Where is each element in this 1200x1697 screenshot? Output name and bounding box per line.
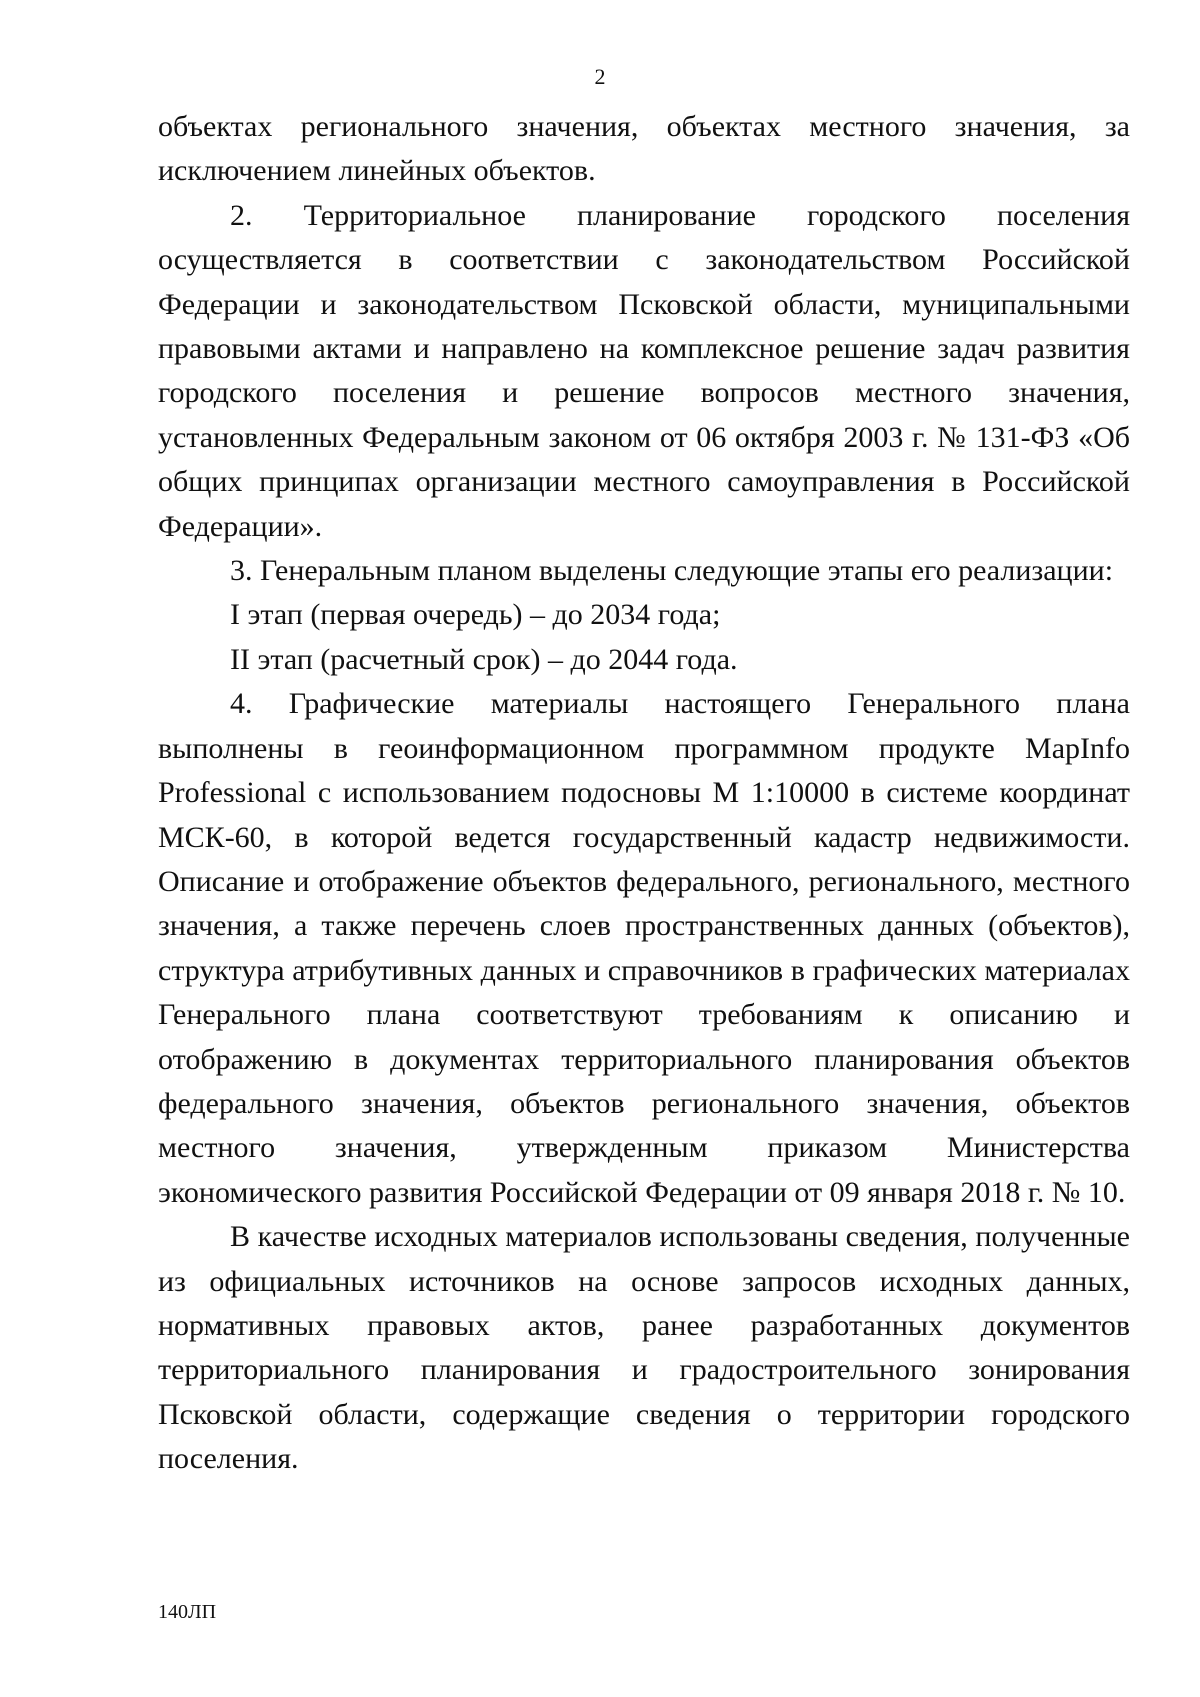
stage-1-line: I этап (первая очередь) – до 2034 года; [230,598,721,632]
document-code: 140ЛП [158,1601,217,1623]
page-number: 2 [594,64,606,89]
paragraph-item-2: 2. Территориальное планирование городского поселения осуществляется в соответствии с законодательством Российской Федерации и законодательством Псковской области, муниципальными правовыми актами и направлено на комплексное решение задач развития городского поселения и решение вопросов местного значения, установленных Федеральным законом от 06 октября 2003 г. № 131-ФЗ «Об общих принципах организации местного самоуправления в Российской Федерации». [158,198,1130,543]
paragraph-item-3: 3. Генеральным планом выделены следующие этапы его реализации: [230,554,1114,588]
paragraph-item-4: 4. Графические материалы настоящего Генерального плана выполнены в геоинформационном программном продукте MapInfo Professional с использованием подосновы М 1:10000 в системе координат МСК-60, в которой ведется государственный кадастр недвижимости. Описание и отображение объектов федерального, регионального, местного значения, а также перечень слоев пространственных данных (объектов), структура атрибутивных данных и справочников в графических материалах Генерального плана соответствуют требованиям к описанию и отображению в документах территориального планирования объектов федерального значения, объектов регионального значения, объектов местного значения, утвержденным приказом Министерства экономического развития Российской Федерации от 09 января 2018 г. № 10. [158,687,1130,1209]
paragraph-source-materials: В качестве исходных материалов использованы сведения, полученные из официальных источников на основе запросов исходных данных, нормативных правовых актов, ранее разработанных документов территориального планирования и градостроительного зонирования Псковской области, содержащие сведения о территории городского поселения. [158,1220,1130,1476]
stage-2-line: II этап (расчетный срок) – до 2044 года. [230,642,738,676]
document-body [158,105,1130,1482]
paragraph-continuation: объектах регионального значения, объектах местного значения, за исключением линейных объектов. [158,110,1130,188]
